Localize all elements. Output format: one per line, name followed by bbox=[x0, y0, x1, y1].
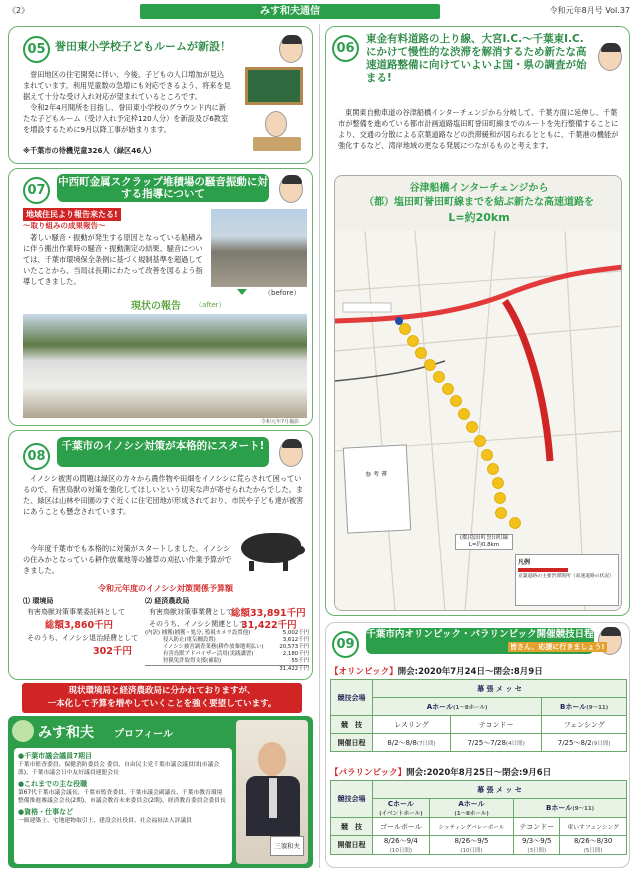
legend-swatch bbox=[518, 568, 568, 572]
profile-photo bbox=[236, 720, 308, 864]
breakdown-row: 狩猟免許取得支援(補助) 55千円 bbox=[163, 658, 309, 664]
eco-budget-total: 総額33,891千円 bbox=[231, 608, 306, 619]
sport-cell: シッティングバレーボール bbox=[429, 818, 513, 836]
eco-boar-value: 31,422千円 bbox=[241, 620, 297, 631]
section-paragraph: 誉田地区の住宅開発に伴い、今後、子どもの人口増加が見込まれています。利用児童数の急増にも対応できるよう、将来を見据えて十分な受け入れ対応が望まれているところです。 bbox=[23, 70, 231, 101]
section-paragraph: 今年度千葉市でも本格的に対策がスタートしました。イノシシの住みかとなっている耕作放棄地等の雑草の刈払い作業予算ができました。 bbox=[23, 544, 232, 575]
profile-heading: ●資格・仕事など bbox=[18, 808, 74, 816]
section-note: ※千葉市の待機児童326人（緑区46人） bbox=[23, 146, 156, 155]
notice-line: 一本化して予算を増やしていくことを強く要望しています。 bbox=[47, 699, 277, 709]
profile-heading: ●千葉市議会議員7期目 bbox=[18, 752, 92, 760]
sport-cell: フェンシング bbox=[542, 716, 627, 734]
section-number: 05 bbox=[23, 36, 50, 63]
breakdown-row: 侵入防止(電気柵設置) 3,612千円 bbox=[163, 637, 309, 643]
env-budget-label: 有害鳥獣対策事業委託料として bbox=[27, 608, 125, 616]
eco-boar-label: そのうち、イノシシ関連として bbox=[149, 620, 247, 628]
breakdown-row: イノシシ被害調査業務(耕作放棄地刈払い) 20,573千円 bbox=[163, 644, 309, 650]
map-title-line2: （都）塩田町誉田町線までを結ぶ新たな高速道路を bbox=[364, 197, 594, 208]
sport-cell: ゴールボール bbox=[373, 818, 430, 836]
section-06 bbox=[325, 26, 630, 616]
report-badge: 地域住民より報告来たる! bbox=[23, 208, 121, 221]
profile-details bbox=[14, 748, 232, 864]
paralympic-heading bbox=[330, 766, 551, 778]
current-report-label: 現状の報告 bbox=[131, 301, 181, 312]
section-title: 千葉市のイノシシ対策が本格的にスタート! bbox=[57, 437, 269, 467]
venue-header: 競技会場 bbox=[331, 680, 373, 716]
legend-title: 凡例 bbox=[518, 559, 531, 566]
profile-heading: ●これまでの主な役職 bbox=[18, 780, 88, 788]
issue-label: 令和元年8月号 Vol.37 bbox=[549, 6, 630, 15]
breakdown-total: 31,422千円 bbox=[145, 665, 309, 673]
section-08 bbox=[8, 430, 313, 680]
section-07 bbox=[8, 168, 313, 426]
reference-document bbox=[343, 444, 411, 533]
section-paragraph: イノシシ被害の問題は緑区の方々から農作物や田畑をイノシシに荒らされて困っているので、有害鳥獣の対策を強化してほしいという切実な声が寄せられたからでした。また、緑区は山林や田園のすぐ近くに住宅団地が形成されており、市民や子ども達が被害にあうことも懸念されています。 bbox=[23, 474, 304, 516]
business-card: 三須和夫 bbox=[270, 836, 304, 856]
budget-breakdown bbox=[145, 630, 309, 673]
author-avatar bbox=[598, 43, 622, 71]
date-cell: 7/25〜7/28(4日間) bbox=[450, 734, 541, 752]
olympic-dates: 開会:2020年7月24日〜閉会:8月9日 bbox=[397, 667, 543, 677]
date-cell: 7/25〜8/2(9日間) bbox=[542, 734, 627, 752]
profile-label: プロフィール bbox=[114, 729, 173, 740]
paralympic-tag: 【パラリンピック】 bbox=[330, 768, 407, 778]
profile-name: みす和夫 bbox=[38, 725, 94, 741]
chalkboard-illustration bbox=[245, 67, 303, 105]
after-label: （after） bbox=[195, 301, 226, 309]
section-05 bbox=[8, 26, 313, 164]
paralympic-schedule-table bbox=[330, 780, 627, 855]
desk-illustration bbox=[253, 137, 301, 151]
cheer-message: 皆さん、応援に行きましょう! bbox=[510, 643, 605, 651]
boar-illustration bbox=[237, 521, 309, 575]
hall-c: Cホール (イベントホール) bbox=[373, 799, 430, 818]
env-budget-total: 総額3,860千円 bbox=[45, 620, 114, 631]
report-subtitle: 〜取り組みの成果報告〜 bbox=[23, 221, 106, 230]
section-paragraph: 令和2年4月開所を目指し、誉田東小学校のグラウンド内に新たな子どもルーム（受け入れ予定枠120人分）を新設及び6教室を増設するために9月以降工事が始まります。 bbox=[23, 103, 229, 134]
child-illustration bbox=[265, 111, 287, 137]
map-title-line1: 谷津船橋インターチェンジから bbox=[409, 183, 549, 194]
column-divider bbox=[319, 24, 320, 868]
section-number: 06 bbox=[332, 35, 359, 62]
map-legend bbox=[515, 554, 619, 606]
profile-text: 一級建築士、宅地建物取引士、建設会社役員、社会福祉法人評議員 bbox=[18, 818, 192, 824]
section-title: 東金有料道路の上り線、大宮I.C.〜千葉東I.C.にかけて慢性的な渋滞を解消するため新たな高速道路整備に向けていよいよ国・県の調査が始まる! bbox=[366, 33, 587, 84]
profile-box bbox=[8, 716, 313, 868]
photo-caption: 令和元年7月撮影 bbox=[261, 419, 300, 425]
date-cell: 8/26〜9/4 (10日間) bbox=[373, 836, 430, 855]
sport-cell: 車いすフェンシング bbox=[560, 818, 627, 836]
newsletter-title: みす和夫通信 bbox=[140, 4, 440, 19]
olympic-tag: 【オリンピック】 bbox=[330, 667, 398, 677]
date-cell: 8/26〜8/30 (5日間) bbox=[560, 836, 627, 855]
author-avatar bbox=[279, 175, 303, 203]
date-header: 開催日程 bbox=[331, 734, 373, 752]
env-bureau-heading: ⑴ 環境局 bbox=[23, 597, 54, 605]
venue-name: 幕 張 メ ッ セ bbox=[373, 680, 627, 698]
env-boar-label: そのうち、イノシシ退治経費として bbox=[27, 634, 139, 642]
map-note-line: L=約0.8km bbox=[468, 542, 500, 548]
profile-text: 千葉市監査委員、保健消防委員会 委員、自由民主党千葉市議会議員団(市議会派)、千葉市議会日中友好議員連盟会長 bbox=[18, 762, 220, 776]
sport-cell: テコンドー bbox=[450, 716, 541, 734]
map-note-line: (都)塩田町誉田町線 bbox=[459, 535, 509, 541]
legend-item: 京葉道路の主要渋滞箇所（高速道路の状況） bbox=[518, 574, 614, 579]
date-header: 開催日程 bbox=[331, 836, 373, 855]
hall-b: Bホール(9〜11) bbox=[542, 698, 627, 716]
author-avatar bbox=[279, 35, 303, 63]
breakdown-row: 有害鳥獣アドバイザー活用(実践講習) 2,180千円 bbox=[163, 651, 309, 657]
section-title: 誉田東小学校子どもルームが新設！ bbox=[55, 40, 231, 53]
section-title: 千葉市内オリンピック・パラリンピック開催競技日程 bbox=[366, 628, 594, 654]
section-paragraph: 著しい騒音・振動が発生する原因となっている船積みに伴う搬出作業時の騒音・振動測定の結果、騒音については、千葉市環境保全条例に基づく規制基準を超過していたことから、当局は長期にわたって改善を図るよう指導してきました。 bbox=[23, 233, 203, 286]
before-label: （before） bbox=[264, 289, 301, 297]
before-photo bbox=[211, 209, 307, 287]
section-title: 中西町金属スクラップ堆積場の騒音振動に対する指導について bbox=[58, 176, 268, 200]
section-paragraph: 東関東自動車道の谷津船橋インターチェンジから分岐して、千葉方面に延伸し、千葉市が整備を進めている都市計画道路塩田町誉田町線までのルートを先行整備することにより、交通の分散による京葉道路などの渋滞緩和が図られるとともに、千葉港の機能が強化するなど、湾岸地域の更なる発展につながるものと考えます。 bbox=[338, 108, 619, 150]
sport-header: 競 技 bbox=[331, 716, 373, 734]
section-number: 09 bbox=[332, 631, 359, 658]
arrow-down-icon bbox=[237, 289, 247, 295]
section-number: 08 bbox=[23, 443, 50, 470]
budget-title: 令和元年度のイノシシ対策関係予算額 bbox=[98, 584, 233, 593]
hall-a: Aホール(1〜8ホール) bbox=[373, 698, 542, 716]
eco-bureau-heading: ⑵ 経済農政局 bbox=[145, 597, 190, 605]
venue-header: 競技会場 bbox=[331, 781, 373, 818]
request-notice bbox=[22, 683, 302, 713]
notice-line: 現状環境局と経済農政局に分かれておりますが、 bbox=[68, 686, 256, 696]
after-photo bbox=[23, 314, 307, 418]
map-note bbox=[455, 534, 513, 550]
leaf-icon bbox=[12, 720, 34, 742]
sport-header: 競 技 bbox=[331, 818, 373, 836]
date-cell: 8/2〜8/8(7日間) bbox=[373, 734, 451, 752]
document-label: 参 考 書 bbox=[365, 470, 388, 479]
page-number: 《2》 bbox=[8, 6, 30, 15]
author-avatar bbox=[279, 439, 303, 467]
date-cell: 9/3〜9/5 (3日間) bbox=[514, 836, 560, 855]
date-cell: 8/26〜9/5 (10日間) bbox=[429, 836, 513, 855]
olympic-schedule-table bbox=[330, 679, 627, 752]
section-09 bbox=[325, 622, 630, 868]
profile-text: 第67代千葉市議会議長、千葉市監査委員、千葉市議会副議長、千葉市教育環境整備推進審議会会長(2期)、市議会教育未来委員会(2期)、経済教育委員会委員長 bbox=[18, 790, 226, 804]
route-map bbox=[334, 175, 622, 611]
paralympic-dates: 開会:2020年8月25日〜閉会:9月6日 bbox=[406, 768, 552, 778]
map-title-line3: L=約20km bbox=[448, 211, 510, 224]
section-number: 07 bbox=[23, 177, 50, 204]
sport-cell: テコンドー bbox=[514, 818, 560, 836]
env-boar-value: 302千円 bbox=[93, 646, 132, 657]
hall-a: Aホール (1〜8ホール) bbox=[429, 799, 513, 818]
breakdown-row: (内訳) 捕獲(捕獲・処分, 監視カメラ設置他) 5,002千円 bbox=[145, 630, 309, 636]
hall-b: Bホール(9〜11) bbox=[514, 799, 627, 818]
eco-budget-label: 有害鳥獣対策事業費として bbox=[149, 608, 233, 616]
page-header bbox=[0, 0, 638, 22]
olympic-heading bbox=[330, 665, 543, 677]
venue-name: 幕 張 メ ッ セ bbox=[373, 781, 627, 799]
sport-cell: レスリング bbox=[373, 716, 451, 734]
